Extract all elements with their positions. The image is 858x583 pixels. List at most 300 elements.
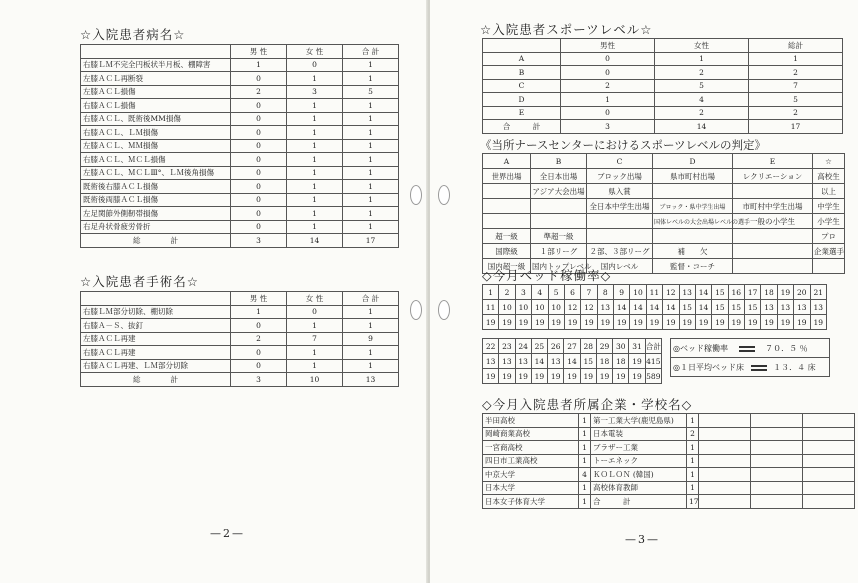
occupancy-cell: 19 [483, 369, 499, 384]
row-value: 0 [231, 126, 287, 140]
occupancy-cell: 19 [630, 315, 646, 330]
row-value: 1 [287, 99, 343, 113]
row-value: 0 [231, 153, 287, 167]
occupancy-cell: 19 [597, 315, 613, 330]
row-value: 0 [231, 193, 287, 207]
empty-cell [699, 481, 751, 495]
row-value: 1 [343, 139, 399, 153]
occupancy-row [483, 354, 662, 369]
row-value: 2 [231, 85, 287, 99]
level-cell: 準超一級 [531, 229, 587, 244]
row-value: 0 [561, 106, 655, 120]
level-cell: 国内トップレベル [531, 259, 587, 274]
occupancy-cell: 19 [548, 369, 564, 384]
occupancy-cell: 10 [515, 300, 531, 315]
occupancy-cell: 18 [596, 354, 612, 369]
school-name: 第一工業大学(鹿児島県) [591, 414, 687, 428]
row-value: 0 [231, 207, 287, 221]
occupancy-cell: 14 [646, 300, 662, 315]
table-row [81, 166, 399, 180]
occupancy-cell: 19 [499, 315, 515, 330]
occupancy-cell: 3 [515, 285, 531, 300]
table-row [483, 427, 855, 441]
occupancy-cell: 29 [596, 339, 612, 354]
table-row [81, 180, 399, 194]
occupancy-cell: 13 [761, 300, 777, 315]
school-name: 高校体育教師 [591, 481, 687, 495]
level-header: ☆ [813, 154, 845, 169]
occupancy-cell: 2 [499, 285, 515, 300]
empty-cell [751, 454, 803, 468]
occupancy-cell: 19 [646, 315, 662, 330]
occupancy-cell: 12 [663, 285, 679, 300]
table-row [81, 126, 399, 140]
level-cell [733, 184, 813, 199]
table-row [483, 229, 845, 244]
occupancy-cell: 19 [629, 354, 645, 369]
occupancy-cell: 19 [761, 315, 777, 330]
empty-cell [803, 441, 855, 455]
table-row [483, 214, 845, 229]
empty-cell [751, 481, 803, 495]
occupancy-cell: 31 [629, 339, 645, 354]
occupancy-cell: 11 [646, 285, 662, 300]
total-value: 17 [343, 234, 399, 248]
empty-cell [699, 468, 751, 482]
table-row [483, 184, 845, 199]
empty-cell [803, 427, 855, 441]
row-value: 1 [287, 319, 343, 333]
occupancy-cell: 415 [645, 354, 661, 369]
level-header: A [483, 154, 531, 169]
total-value: 14 [287, 234, 343, 248]
school-name: ブラザー工業 [591, 441, 687, 455]
row-value: 1 [287, 166, 343, 180]
level-cell: 全日本出場 [531, 169, 587, 184]
occupancy-cell: 13 [794, 300, 810, 315]
empty-cell [803, 468, 855, 482]
row-value: 1 [343, 220, 399, 234]
header-total: 合 計 [343, 292, 399, 306]
row-label: A [483, 52, 561, 66]
table-row [81, 305, 399, 319]
empty-cell [751, 414, 803, 428]
school-count: 2 [687, 427, 699, 441]
level-cell: 企業選手 [813, 244, 845, 259]
occupancy-cell: 19 [564, 369, 580, 384]
occupancy-cell: 13 [483, 354, 499, 369]
occupancy-cell: 18 [613, 354, 629, 369]
row-label: 右膝ＡＣＬ、ＬＭ損傷 [81, 126, 231, 140]
table-row [483, 244, 845, 259]
occupancy-cell: 15 [580, 354, 596, 369]
row-value: 1 [561, 93, 655, 107]
empty-cell [751, 441, 803, 455]
school-count: 1 [687, 441, 699, 455]
occupancy-cell: 7 [581, 285, 597, 300]
level-cell: 高校生 [813, 169, 845, 184]
binder-hole [438, 185, 450, 205]
occupancy-cell: 10 [532, 300, 548, 315]
occupancy-cell: 14 [695, 300, 711, 315]
total-value: 17 [749, 120, 843, 134]
sport-table [482, 38, 843, 134]
level-cell [653, 184, 733, 199]
row-value: 0 [231, 112, 287, 126]
table-row [81, 207, 399, 221]
level-header: C [587, 154, 653, 169]
level-cell: 監督・コーチ [653, 259, 733, 274]
total-value: 14 [655, 120, 749, 134]
total-value: 3 [231, 373, 287, 387]
occupancy-cell: 19 [581, 315, 597, 330]
school-name: 日本電装 [591, 427, 687, 441]
empty-cell [803, 481, 855, 495]
row-value: 0 [287, 58, 343, 72]
schools-title: ◇今月入院患者所属企業・学校名◇ [482, 397, 693, 412]
occupancy-cell: 22 [483, 339, 499, 354]
occupancy-cell: 19 [531, 369, 547, 384]
table-row [81, 99, 399, 113]
row-value: 1 [343, 207, 399, 221]
row-value: 0 [561, 66, 655, 80]
avg-value: １３．４ 床 [773, 362, 816, 372]
total-value: 13 [343, 373, 399, 387]
row-value: 4 [655, 93, 749, 107]
table-row [81, 359, 399, 373]
level-cell: 国体レベルの大会出場レベルの選手 [653, 214, 733, 229]
empty-cell [803, 495, 855, 509]
occupancy-cell: 19 [663, 315, 679, 330]
table-header-row [483, 39, 843, 53]
level-cell [733, 229, 813, 244]
school-count: 1 [579, 481, 591, 495]
occupancy-cell: 12 [564, 300, 580, 315]
occupancy-cell: 8 [597, 285, 613, 300]
occupancy-cell: 14 [614, 300, 630, 315]
row-label: 左膝ＡＣＬ、ＭＣＬⅢ°、ＬＭ後角損傷 [81, 166, 231, 180]
occupancy-cell: 14 [695, 285, 711, 300]
occupancy-cell: 19 [695, 315, 711, 330]
row-label: 左膝ＡＣＬ、ＭＭ損傷 [81, 139, 231, 153]
empty-cell [751, 468, 803, 482]
header-blank [81, 45, 231, 59]
school-name: トーエネック [591, 454, 687, 468]
equals-icon [739, 346, 755, 352]
level-cell: 国内レベル [587, 259, 653, 274]
occupancy-cell: 19 [777, 315, 793, 330]
occupancy-cell: 19 [712, 315, 728, 330]
levels-title: 《当所ナースセンターにおけるスポーツレベルの判定》 [480, 138, 767, 152]
occupancy-cell: 14 [630, 300, 646, 315]
table-row [483, 441, 855, 455]
occupancy-cell: 10 [499, 300, 515, 315]
row-value: 0 [231, 139, 287, 153]
occupancy-cell: 11 [483, 300, 499, 315]
level-header: E [733, 154, 813, 169]
row-value: 7 [749, 79, 843, 93]
table-row [483, 79, 843, 93]
row-value: 1 [343, 126, 399, 140]
level-cell [531, 214, 587, 229]
occupancy-cell: 15 [712, 285, 728, 300]
school-count: 1 [687, 454, 699, 468]
header-male: 男性 [561, 39, 655, 53]
row-value: 1 [749, 52, 843, 66]
row-value: 1 [343, 58, 399, 72]
total-label: 総 計 [81, 234, 231, 248]
occupancy-cell: 19 [810, 315, 827, 330]
occupancy-cell: 4 [532, 285, 548, 300]
row-value: 1 [287, 126, 343, 140]
occupancy-cell: 19 [777, 285, 793, 300]
occupancy-cell: 5 [548, 285, 564, 300]
row-value: 0 [231, 319, 287, 333]
empty-cell [751, 495, 803, 509]
empty-cell [699, 495, 751, 509]
occupancy-cell: 19 [499, 369, 515, 384]
level-cell [531, 199, 587, 214]
row-value: 1 [343, 72, 399, 86]
binder-hole [438, 300, 450, 320]
row-value: 1 [231, 58, 287, 72]
row-label: 左膝ＡＣＬ損傷 [81, 85, 231, 99]
school-count: 17 [687, 495, 699, 509]
level-cell [733, 244, 813, 259]
sport-title: ☆入院患者スポーツレベル☆ [480, 22, 653, 37]
row-value: 2 [655, 106, 749, 120]
level-cell: 市町村中学生出場 [733, 199, 813, 214]
row-label: 既術後右膝ＡＣＬ損傷 [81, 180, 231, 194]
surgery-title: ☆入院患者手術名☆ [80, 274, 199, 289]
row-value: 2 [231, 332, 287, 346]
occupancy-cell: 19 [515, 315, 531, 330]
row-value: 1 [287, 72, 343, 86]
table-row [81, 72, 399, 86]
row-label: C [483, 79, 561, 93]
occupancy-cell: 19 [580, 369, 596, 384]
level-cell [653, 229, 733, 244]
row-value: 1 [287, 153, 343, 167]
level-cell [483, 214, 531, 229]
level-cell [483, 184, 531, 199]
occupancy-cell: 13 [810, 300, 827, 315]
surgery-table [80, 291, 399, 387]
avg-cell [671, 358, 830, 377]
occupancy-row [483, 369, 662, 384]
occupancy-cell: 25 [531, 339, 547, 354]
school-name: ＫＯＬＯＮ (韓国) [591, 468, 687, 482]
school-count: 1 [579, 427, 591, 441]
table-row [81, 85, 399, 99]
total-label: 総 計 [81, 373, 231, 387]
table-row [81, 193, 399, 207]
empty-cell [699, 454, 751, 468]
row-value: 1 [343, 180, 399, 194]
row-value: 0 [231, 180, 287, 194]
row-value: 5 [655, 79, 749, 93]
row-value: 1 [287, 220, 343, 234]
school-count: 1 [687, 481, 699, 495]
occupancy-cell: 9 [614, 285, 630, 300]
occupancy-cell: 19 [483, 315, 499, 330]
level-header: D [653, 154, 733, 169]
equals-icon [751, 365, 767, 371]
occupancy-row [483, 285, 827, 300]
occupancy-cell: 19 [596, 369, 612, 384]
table-row [483, 93, 843, 107]
row-label: B [483, 66, 561, 80]
row-value: 0 [231, 166, 287, 180]
school-name: 中京大学 [483, 468, 579, 482]
row-value: 1 [287, 180, 343, 194]
row-value: 2 [561, 79, 655, 93]
occupancy-cell: 24 [515, 339, 531, 354]
row-value: 1 [231, 305, 287, 319]
occupancy-cell: 27 [564, 339, 580, 354]
row-value: 1 [343, 153, 399, 167]
header-female: 女 性 [287, 292, 343, 306]
row-label: 右膝ＡＣＬ再建 [81, 346, 231, 360]
level-cell: 国際級 [483, 244, 531, 259]
row-value: 1 [343, 319, 399, 333]
header-male: 男 性 [231, 292, 287, 306]
occupancy-table-1 [482, 284, 827, 330]
row-label: 右膝Ａ－Ｓ、抜釘 [81, 319, 231, 333]
level-cell: 県市町村出場 [653, 169, 733, 184]
level-cell [813, 259, 845, 274]
row-value: 5 [343, 85, 399, 99]
level-cell: 中学生 [813, 199, 845, 214]
occupancy-cell: 10 [630, 285, 646, 300]
levels-table [482, 153, 845, 274]
table-row [81, 220, 399, 234]
table-row [81, 332, 399, 346]
occupancy-cell: 26 [548, 339, 564, 354]
rate-label: ◎ベッド稼働率 [673, 343, 728, 353]
level-cell: １部リーグ [531, 244, 587, 259]
level-cell [587, 214, 653, 229]
occupancy-cell: 13 [597, 300, 613, 315]
rate-cell [671, 339, 830, 358]
occupancy-cell: 10 [548, 300, 564, 315]
disease-title: ☆入院患者病名☆ [80, 27, 186, 42]
row-value: 2 [749, 106, 843, 120]
occupancy-cell: 13 [499, 354, 515, 369]
total-label: 合 計 [483, 120, 561, 134]
row-value: 1 [287, 346, 343, 360]
occupancy-row [483, 315, 827, 330]
total-row [81, 234, 399, 248]
school-name: 日本女子体育大学 [483, 495, 579, 509]
level-cell: 国内超一級 [483, 259, 531, 274]
schools-table [482, 413, 855, 509]
total-row [81, 373, 399, 387]
avg-label: ◎１日平均ベッド床 [673, 362, 744, 372]
level-cell: 超一級 [483, 229, 531, 244]
occupancy-cell: 13 [679, 285, 695, 300]
table-row [81, 319, 399, 333]
row-value: 2 [655, 66, 749, 80]
occupancy-cell: 15 [745, 300, 761, 315]
occupancy-cell: 14 [564, 354, 580, 369]
level-cell: 小学生 [813, 214, 845, 229]
row-value: 1 [343, 166, 399, 180]
table-header-row [81, 292, 399, 306]
row-value: 1 [287, 112, 343, 126]
school-name: 日本大学 [483, 481, 579, 495]
occupancy-cell: 19 [728, 315, 744, 330]
school-count: 1 [579, 441, 591, 455]
row-value: 1 [655, 52, 749, 66]
occupancy-cell: 19 [532, 315, 548, 330]
level-cell: 一般の小学生 [733, 214, 813, 229]
occupancy-cell: 6 [564, 285, 580, 300]
total-value: 3 [561, 120, 655, 134]
row-value: 1 [287, 359, 343, 373]
school-name: 一宮商高校 [483, 441, 579, 455]
occupancy-title: ◇今月ベッド稼働率◇ [482, 268, 612, 283]
occupancy-table-2 [482, 338, 662, 384]
row-label: 右膝ＡＣＬ損傷 [81, 99, 231, 113]
occupancy-cell: 13 [777, 300, 793, 315]
rate-row [671, 339, 830, 358]
row-value: 1 [343, 112, 399, 126]
occupancy-cell: 合計 [645, 339, 661, 354]
empty-cell [699, 441, 751, 455]
level-cell: 補 欠 [653, 244, 733, 259]
table-header-row [81, 45, 399, 59]
occupancy-cell: 16 [728, 285, 744, 300]
header-blank [81, 292, 231, 306]
school-name: 四日市工業高校 [483, 454, 579, 468]
row-label: 右膝ＬＭ部分切除、棚切除 [81, 305, 231, 319]
row-label: 既術後両膝ＡＣＬ損傷 [81, 193, 231, 207]
row-label: 左足関節外側靭帯損傷 [81, 207, 231, 221]
row-value: 0 [287, 305, 343, 319]
row-value: 1 [343, 305, 399, 319]
page-number: —2— [210, 527, 245, 540]
binder-hole [410, 300, 422, 320]
occupancy-cell: 19 [515, 369, 531, 384]
level-cell: 世界出場 [483, 169, 531, 184]
occupancy-cell: 18 [761, 285, 777, 300]
binder-hole [410, 185, 422, 205]
row-value: 1 [343, 193, 399, 207]
occupancy-cell: 13 [548, 354, 564, 369]
occupancy-cell: 23 [499, 339, 515, 354]
level-cell [587, 229, 653, 244]
row-value: 0 [231, 346, 287, 360]
empty-cell [751, 427, 803, 441]
level-cell: ブロック出場 [587, 169, 653, 184]
table-row [483, 414, 855, 428]
row-value: 0 [231, 359, 287, 373]
occupancy-cell: 19 [564, 315, 580, 330]
row-value: 1 [343, 359, 399, 373]
row-value: 5 [749, 93, 843, 107]
level-cell: 県入賞 [587, 184, 653, 199]
row-value: 1 [287, 207, 343, 221]
level-cell [483, 199, 531, 214]
occupancy-cell: 19 [614, 315, 630, 330]
level-cell: 全日本中学生出場 [587, 199, 653, 214]
school-count: 1 [579, 454, 591, 468]
table-row [483, 468, 855, 482]
table-row [483, 106, 843, 120]
row-value: 0 [561, 52, 655, 66]
occupancy-cell: 15 [679, 300, 695, 315]
